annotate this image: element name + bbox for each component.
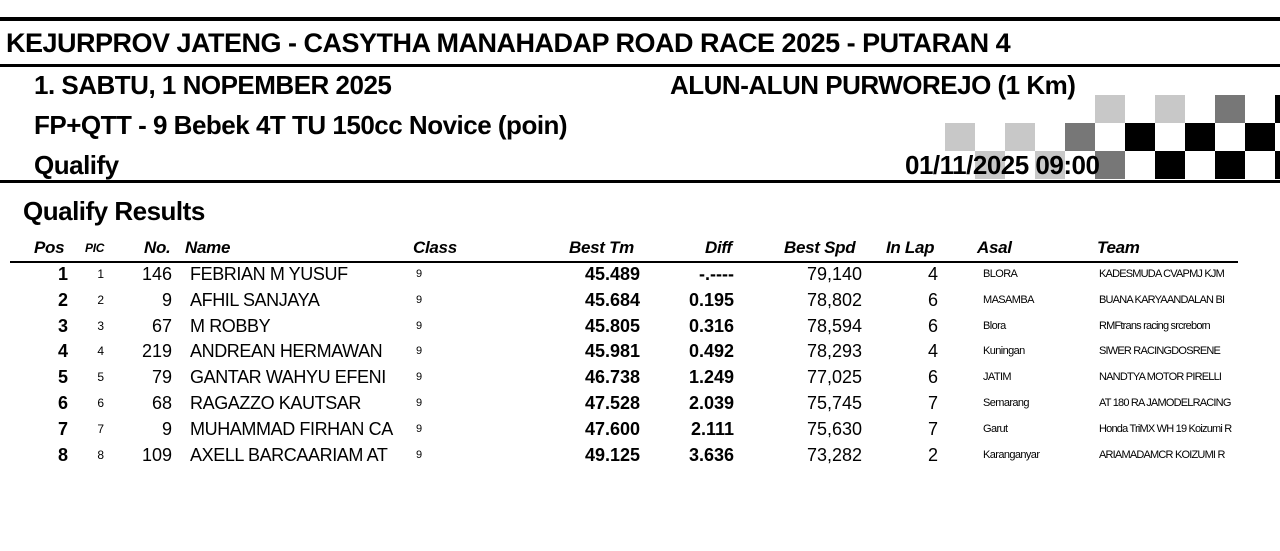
row-class: 9	[416, 422, 423, 435]
row-name: M ROBBY	[190, 315, 271, 336]
row-pic: 6	[97, 396, 104, 410]
table-row	[0, 341, 1280, 367]
row-number: 219	[141, 341, 172, 362]
row-pos: 3	[57, 315, 68, 336]
col-class: Class	[413, 238, 457, 257]
flag-square	[1065, 123, 1095, 151]
col-asal: Asal	[977, 238, 1012, 257]
row-number: 79	[151, 367, 172, 388]
row-team: Honda TriMX WH 19 Koizumi R	[1099, 422, 1232, 435]
row-diff: 0.195	[688, 289, 734, 310]
event-day-date: 1. SABTU, 1 NOPEMBER 2025	[34, 70, 392, 100]
row-best-speed: 79,140	[806, 264, 862, 284]
row-best-speed: 75,630	[806, 418, 862, 439]
col-diff: Diff	[705, 238, 732, 257]
row-name: ANDREAN HERMAWAN	[190, 341, 383, 362]
row-in-lap: 4	[927, 264, 938, 284]
row-pos: 7	[57, 418, 68, 439]
row-pos: 8	[57, 444, 68, 465]
row-number: 9	[161, 418, 172, 439]
row-class: 9	[416, 448, 423, 461]
row-team: NANDTYA MOTOR PIRELLI	[1099, 371, 1222, 384]
row-team: KADESMUDA CVAPMJ KJM	[1099, 268, 1224, 280]
flag-square	[1185, 123, 1215, 151]
row-number: 146	[141, 264, 172, 284]
flag-square	[1245, 123, 1275, 151]
row-best-time: 47.528	[584, 393, 640, 413]
row-name: GANTAR WAHYU EFENI	[190, 367, 386, 388]
flag-square	[1095, 95, 1125, 123]
col-pic: PIC	[85, 241, 105, 255]
flag-square	[1215, 151, 1245, 179]
row-pic: 8	[97, 447, 104, 462]
row-diff: -.----	[699, 264, 734, 284]
row-class: 9	[416, 371, 423, 384]
row-best-time: 45.981	[584, 341, 640, 362]
row-asal: Karanganyar	[983, 448, 1040, 461]
row-asal: MASAMBA	[983, 293, 1034, 306]
table-row	[0, 290, 1280, 316]
flag-square	[1215, 95, 1245, 123]
row-team: BUANA KARYAANDALAN BI	[1099, 293, 1225, 306]
row-best-speed: 75,745	[806, 393, 862, 413]
row-pos: 6	[57, 393, 68, 413]
row-diff: 0.492	[688, 341, 734, 362]
event-title: KEJURPROV JATENG - CASYTHA MANAHADAP ROAD RACE 2025 - PUTARAN 4	[6, 28, 1011, 58]
row-in-lap: 6	[927, 315, 938, 336]
row-diff: 3.636	[688, 444, 734, 465]
row-number: 109	[141, 444, 172, 465]
row-best-time: 46.738	[584, 367, 640, 388]
row-best-speed: 73,282	[806, 444, 862, 465]
flag-square	[1155, 151, 1185, 179]
row-best-speed: 78,293	[806, 341, 862, 362]
row-asal: Garut	[983, 422, 1008, 435]
col-pos: Pos	[34, 238, 65, 257]
row-name: FEBRIAN M YUSUF	[190, 264, 348, 284]
row-pic: 2	[97, 292, 104, 307]
flag-square	[1155, 95, 1185, 123]
row-diff: 0.316	[688, 315, 734, 336]
row-class: 9	[416, 345, 423, 358]
race-class: FP+QTT - 9 Bebek 4T TU 150cc Novice (poin)	[34, 110, 568, 140]
row-number: 68	[151, 393, 172, 413]
col-best-tm: Best Tm	[569, 238, 634, 257]
row-pic: 5	[97, 370, 104, 385]
flag-square	[1095, 151, 1125, 179]
row-number: 9	[161, 289, 172, 310]
table-row	[0, 419, 1280, 445]
row-asal: Blora	[983, 319, 1006, 332]
row-pic: 1	[97, 267, 104, 281]
row-team: ARIAMADAMCR KOIZUMI R	[1099, 448, 1225, 461]
row-class: 9	[416, 293, 423, 306]
row-best-time: 45.805	[584, 315, 640, 336]
row-in-lap: 6	[927, 289, 938, 310]
row-pos: 2	[57, 289, 68, 310]
row-in-lap: 2	[927, 444, 938, 465]
row-best-speed: 77,025	[806, 367, 862, 388]
row-best-time: 45.684	[584, 289, 640, 310]
row-asal: JATIM	[983, 371, 1011, 384]
row-in-lap: 7	[927, 393, 938, 413]
table-row	[0, 264, 1280, 290]
col-in-lap: In Lap	[886, 238, 935, 257]
table-row	[0, 316, 1280, 342]
table-row	[0, 367, 1280, 393]
row-in-lap: 7	[927, 418, 938, 439]
flag-square	[1005, 123, 1035, 151]
row-pic: 4	[97, 344, 104, 359]
row-name: MUHAMMAD FIRHAN CA	[190, 418, 393, 439]
row-name: AXELL BARCAARIAM AT	[190, 444, 388, 465]
row-diff: 1.249	[688, 367, 734, 388]
row-pos: 1	[57, 264, 68, 284]
row-class: 9	[416, 319, 423, 332]
row-best-time: 45.489	[584, 264, 640, 284]
row-best-time: 49.125	[584, 444, 640, 465]
row-in-lap: 4	[927, 341, 938, 362]
col-no: No.	[144, 238, 171, 257]
row-team: SIWER RACINGDOSRENE	[1099, 345, 1221, 358]
row-best-speed: 78,802	[806, 289, 862, 310]
flag-square	[1275, 95, 1280, 123]
row-name: AFHIL SANJAYA	[190, 289, 320, 310]
row-number: 67	[151, 315, 172, 336]
row-in-lap: 6	[927, 367, 938, 388]
session-name: Qualify	[34, 150, 119, 180]
row-team: RMFtrans racing srcreborn	[1099, 319, 1210, 332]
venue: ALUN-ALUN PURWOREJO (1 Km)	[670, 70, 1076, 100]
row-class: 9	[416, 397, 423, 409]
row-diff: 2.111	[690, 418, 734, 439]
section-title: Qualify Results	[23, 196, 205, 226]
col-best-spd: Best Spd	[784, 238, 856, 257]
row-team: AT 180 RA JAMODELRACING	[1099, 397, 1231, 409]
row-pos: 4	[57, 341, 68, 362]
column-header-rule	[10, 261, 1238, 263]
row-diff: 2.039	[688, 393, 734, 413]
session-datetime: 01/11/2025 09:00	[905, 150, 1100, 180]
flag-square	[945, 123, 975, 151]
row-asal: BLORA	[983, 268, 1018, 280]
row-best-time: 47.600	[584, 418, 640, 439]
flag-square	[1125, 123, 1155, 151]
row-pic: 3	[97, 318, 104, 333]
table-row	[0, 393, 1280, 419]
row-asal: Kuningan	[983, 345, 1025, 358]
row-pos: 5	[57, 367, 68, 388]
row-class: 9	[416, 268, 423, 280]
row-name: RAGAZZO KAUTSAR	[190, 393, 362, 413]
row-asal: Semarang	[983, 397, 1029, 409]
col-name: Name	[185, 238, 231, 257]
flag-square	[1275, 151, 1280, 179]
top-rule	[0, 17, 1280, 21]
row-best-speed: 78,594	[806, 315, 862, 336]
table-row	[0, 445, 1280, 471]
row-pic: 7	[97, 421, 104, 436]
col-team: Team	[1097, 238, 1140, 257]
